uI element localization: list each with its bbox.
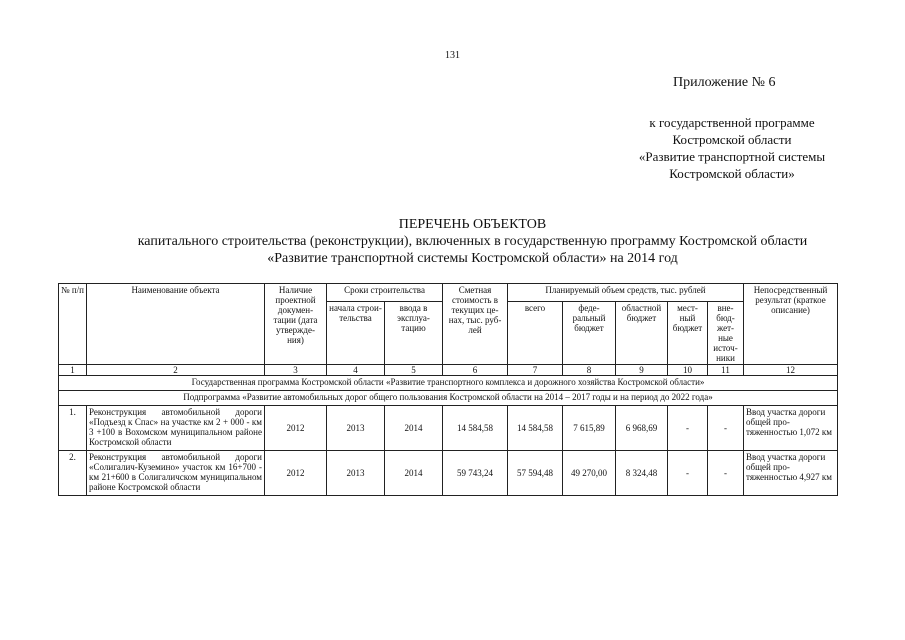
header-local: мест- ный бюджет <box>668 302 708 365</box>
row-total: 57 594,48 <box>508 451 563 496</box>
row-commissioning: 2014 <box>385 406 443 451</box>
document-title <box>60 216 885 267</box>
column-number: 3 <box>265 365 327 376</box>
header-commissioning: ввода в эксплуа- тацию <box>385 302 443 365</box>
objects-table <box>58 283 838 496</box>
table-row <box>59 406 838 451</box>
document-title-line-2: капитального строительства (реконструкции), включенных в государственную программу Костромской области <box>137 234 808 249</box>
row-estimated-cost: 14 584,58 <box>443 406 508 451</box>
column-number: 6 <box>443 365 508 376</box>
row-result: Ввод участка дороги общей про- тяженностью 4,927 км <box>744 451 838 496</box>
column-number: 9 <box>616 365 668 376</box>
row-num: 2. <box>59 451 87 496</box>
row-design-docs: 2012 <box>265 406 327 451</box>
header-design-docs: Наличие проектной докумен- тации (дата утвержде- ния) <box>265 284 327 365</box>
program-row <box>59 376 838 391</box>
document-title-line-1: ПЕРЕЧЕНЬ ОБЪЕКТОВ <box>398 217 547 232</box>
appendix-description <box>612 114 852 182</box>
column-number: 8 <box>563 365 616 376</box>
column-number: 5 <box>385 365 443 376</box>
row-regional: 6 968,69 <box>616 406 668 451</box>
row-federal: 7 615,89 <box>563 406 616 451</box>
header-planned-funds: Планируемый объем средств, тыс. рублей <box>508 284 744 302</box>
appendix-line: Костромской области» <box>669 166 795 181</box>
column-number: 10 <box>668 365 708 376</box>
subprogram-title: Подпрограмма «Развитие автомобильных дорог общего пользования Костромской области на 2014 – 2017 годы и на период до 2022 года» <box>59 391 838 406</box>
appendix-line: «Развитие транспортной системы <box>638 149 826 164</box>
row-object-name: Реконструкция автомобильной дороги «Солигалич-Куземино» участок км 16+700 - км 21+600 в Солигаличском муниципальном районе Костромской области <box>87 451 265 496</box>
header-object-name: Наименование объекта <box>87 284 265 365</box>
row-design-docs: 2012 <box>265 451 327 496</box>
program-title: Государственная программа Костромской области «Развитие транспортного комплекса и дорожного хозяйства Костромской области» <box>59 376 838 391</box>
column-number: 11 <box>708 365 744 376</box>
row-start: 2013 <box>327 406 385 451</box>
header-construction-terms: Сроки строительства <box>327 284 443 302</box>
header-start: начала строи- тельства <box>327 302 385 365</box>
row-start: 2013 <box>327 451 385 496</box>
header-regional: областной бюджет <box>616 302 668 365</box>
column-number: 12 <box>744 365 838 376</box>
column-number: 4 <box>327 365 385 376</box>
row-total: 14 584,58 <box>508 406 563 451</box>
row-commissioning: 2014 <box>385 451 443 496</box>
row-result: Ввод участка дороги общей про- тяженностью 1,072 км <box>744 406 838 451</box>
row-extra: - <box>708 406 744 451</box>
row-extra: - <box>708 451 744 496</box>
appendix-title: Приложение № 6 <box>673 75 776 90</box>
table-row <box>59 451 838 496</box>
row-object-name: Реконструкция автомобильной дороги «Подъезд к Спас» на участке км 2 + 000 - км 3 +100 в Вохомском муниципальном районе Костромской области <box>87 406 265 451</box>
row-local: - <box>668 406 708 451</box>
row-local: - <box>668 451 708 496</box>
appendix-line: Костромской области <box>672 132 792 147</box>
row-federal: 49 270,00 <box>563 451 616 496</box>
header-estimated-cost: Сметная стоимость в текущих це- нах, тыс. руб- лей <box>443 284 508 365</box>
page-number: 131 <box>445 50 460 61</box>
column-number: 1 <box>59 365 87 376</box>
column-numbers-row <box>59 365 838 376</box>
row-regional: 8 324,48 <box>616 451 668 496</box>
appendix-line: к государственной программе <box>649 115 815 130</box>
document-title-line-3: «Развитие транспортной системы Костромской области» на 2014 год <box>267 251 678 266</box>
header-num: № п/п <box>59 284 87 365</box>
header-extra: вне- бюд- жет- ные источ- ники <box>708 302 744 365</box>
row-estimated-cost: 59 743,24 <box>443 451 508 496</box>
header-federal: феде- ральный бюджет <box>563 302 616 365</box>
header-result: Непосредственный результат (краткое описание) <box>744 284 838 365</box>
header-total: всего <box>508 302 563 365</box>
column-number: 7 <box>508 365 563 376</box>
row-num: 1. <box>59 406 87 451</box>
subprogram-row <box>59 391 838 406</box>
column-number: 2 <box>87 365 265 376</box>
